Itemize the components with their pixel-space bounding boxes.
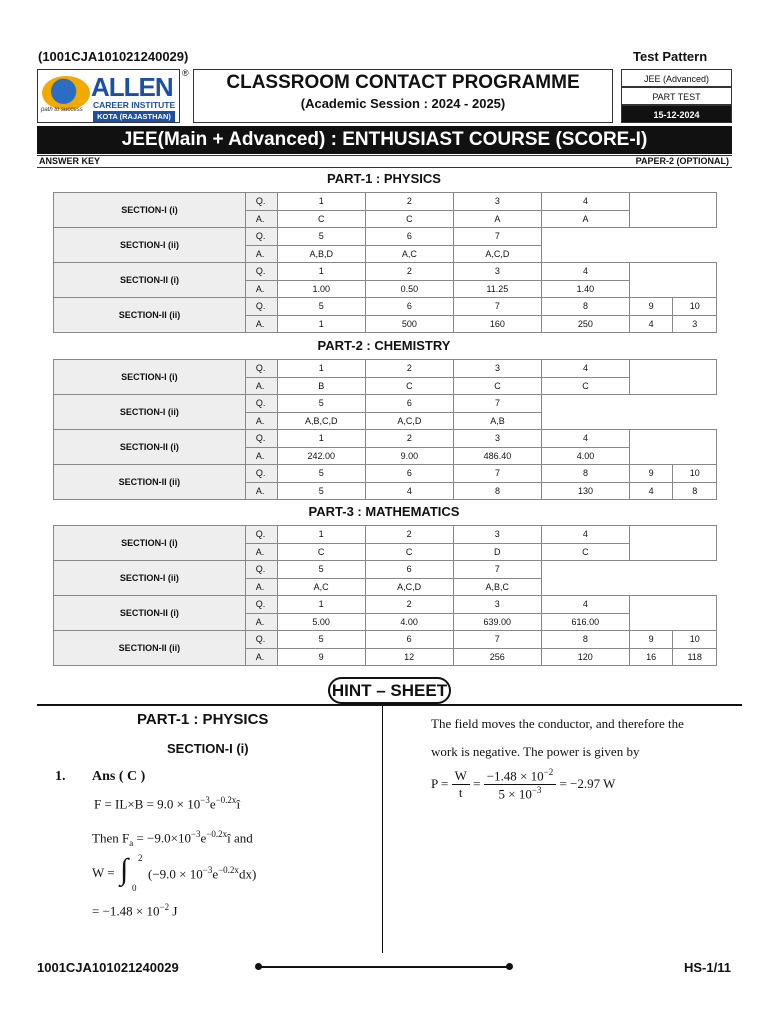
logo-brand: ALLEN	[91, 72, 173, 102]
question-cell: 5	[277, 631, 365, 649]
answer-cell: A,C	[365, 245, 453, 263]
section-label: SECTION-II (ii)	[54, 465, 246, 500]
hint-text-line-1: The field moves the conductor, and therefore the	[431, 716, 684, 731]
question-cell: 10	[673, 465, 717, 483]
question-cell: 4	[541, 526, 629, 544]
answer-cell: 486.40	[453, 447, 541, 465]
a-label: A.	[245, 280, 277, 298]
answer-cell: 5	[277, 482, 365, 500]
question-cell: 6	[365, 465, 453, 483]
answer-cell: 4.00	[365, 613, 453, 631]
question-cell: 1	[277, 360, 365, 378]
divider-vertical	[382, 705, 383, 953]
empty-cell	[629, 430, 716, 465]
answer-label: Ans ( C )	[92, 769, 146, 784]
question-cell: 6	[365, 298, 453, 316]
answer-cell: D	[453, 543, 541, 561]
question-cell: 5	[277, 298, 365, 316]
answer-cell: 1.00	[277, 280, 365, 298]
answer-cell: 4.00	[542, 447, 630, 465]
question-cell: 10	[673, 298, 717, 316]
question-cell: 8	[541, 298, 629, 316]
q-label: Q.	[245, 561, 277, 579]
question-cell: 5	[277, 465, 365, 483]
question-row	[54, 465, 717, 483]
question-cell: 3	[453, 430, 541, 448]
answer-cell: A	[541, 210, 629, 228]
globe-icon	[42, 76, 90, 110]
question-cell: 8	[542, 465, 630, 483]
section-label: SECTION-I (ii)	[54, 228, 246, 263]
section-label: SECTION-I (ii)	[54, 561, 246, 596]
question-row	[54, 526, 717, 544]
question-cell: 3	[453, 263, 541, 281]
empty-cell	[542, 395, 717, 430]
answer-key-table	[53, 525, 717, 666]
answer-cell: 0.50	[365, 280, 453, 298]
programme-title: CLASSROOM CONTACT PROGRAMME	[226, 72, 580, 93]
question-row	[54, 395, 717, 413]
answer-cell: 8	[673, 482, 717, 500]
footer-dot-right	[506, 963, 513, 970]
question-cell: 10	[673, 631, 717, 649]
q-label: Q.	[245, 263, 277, 281]
question-cell: 7	[453, 228, 541, 246]
question-cell: 7	[453, 465, 541, 483]
equation-applied-force: Then $F_a$ = $-9.0\times 10^{-3}e^{-0.2x}î$ and	[92, 829, 253, 848]
empty-cell	[629, 596, 716, 631]
question-cell: 2	[365, 263, 453, 281]
question-cell: 4	[542, 360, 630, 378]
section-label: SECTION-II (i)	[54, 596, 246, 631]
document-code: (1001CJA101021240029)	[38, 49, 189, 64]
empty-cell	[629, 360, 716, 395]
answer-cell: A	[453, 210, 541, 228]
section-label: SECTION-II (i)	[54, 430, 246, 465]
answer-cell: A,B,D	[277, 245, 365, 263]
answer-cell: C	[542, 377, 630, 395]
a-label: A.	[245, 482, 277, 500]
question-cell: 8	[541, 631, 629, 649]
part-title: PART-3 : MATHEMATICS	[308, 504, 460, 519]
footer-divider	[258, 966, 510, 968]
question-cell: 4	[541, 596, 629, 614]
answer-cell: A,C,D	[453, 245, 541, 263]
question-cell: 5	[277, 228, 365, 246]
question-cell: 1	[277, 596, 365, 614]
empty-cell	[629, 526, 716, 561]
section-label: SECTION-I (i)	[54, 360, 246, 395]
question-cell: 7	[453, 298, 541, 316]
answer-cell: C	[453, 377, 541, 395]
registered-mark: ®	[182, 68, 189, 78]
answer-cell: 4	[365, 482, 453, 500]
q-label: Q.	[245, 228, 277, 246]
hint-section-title: SECTION-I (i)	[167, 741, 249, 756]
question-cell: 1	[277, 193, 365, 211]
question-cell: 2	[365, 526, 453, 544]
equation-work-result: = $-1.48 \times 10^{-2}$ J	[92, 902, 178, 919]
logo-city: KOTA (RAJASTHAN)	[93, 111, 175, 122]
footer-dot-left	[255, 963, 262, 970]
answer-cell: 160	[453, 315, 541, 333]
answer-cell: 120	[541, 648, 629, 666]
section-label: SECTION-II (i)	[54, 263, 246, 298]
answer-cell: 1	[277, 315, 365, 333]
answer-cell: 3	[673, 315, 717, 333]
question-cell: 7	[453, 395, 541, 413]
question-cell: 9	[629, 465, 672, 483]
empty-cell	[541, 561, 716, 596]
question-row	[54, 263, 717, 281]
answer-cell: 5.00	[277, 613, 365, 631]
question-row	[54, 360, 717, 378]
exam-name: JEE (Advanced)	[621, 69, 732, 87]
question-cell: 5	[277, 395, 365, 413]
question-cell: 9	[629, 298, 672, 316]
answer-cell: 9	[277, 648, 365, 666]
footer-code: 1001CJA101021240029	[37, 960, 179, 975]
answer-key-table	[53, 192, 717, 333]
answer-cell: A,C,D	[365, 412, 453, 430]
q-label: Q.	[245, 596, 277, 614]
question-cell: 9	[629, 631, 673, 649]
answer-cell: 12	[365, 648, 453, 666]
question-cell: 5	[277, 561, 365, 579]
question-cell: 3	[453, 526, 541, 544]
equation-power: P = $\frac{W}{t}$ = $\frac{-1.48 \times 10^{-2}}{5 \times 10^{-3}}$ = −2.97 W	[431, 767, 616, 802]
empty-cell	[629, 193, 716, 228]
answer-cell: A,C,D	[365, 578, 453, 596]
section-label: SECTION-II (ii)	[54, 298, 246, 333]
answer-cell: 639.00	[453, 613, 541, 631]
answer-cell: C	[277, 210, 365, 228]
answer-cell: 8	[453, 482, 541, 500]
answer-cell: 1.40	[541, 280, 629, 298]
answer-cell: A,B,C,D	[277, 412, 365, 430]
paper-label: PAPER-2 (OPTIONAL)	[635, 156, 729, 166]
question-cell: 4	[541, 193, 629, 211]
question-cell: 3	[453, 193, 541, 211]
question-cell: 1	[277, 430, 365, 448]
programme-header	[193, 69, 613, 123]
answer-cell: A,B,C	[453, 578, 541, 596]
question-row	[54, 430, 717, 448]
answer-cell: A,B	[453, 412, 541, 430]
part-title: PART-1 : PHYSICS	[327, 171, 441, 186]
q-label: Q.	[245, 526, 277, 544]
question-cell: 3	[453, 596, 541, 614]
section-label: SECTION-I (ii)	[54, 395, 246, 430]
a-label: A.	[245, 245, 277, 263]
q-label: Q.	[245, 193, 277, 211]
a-label: A.	[245, 377, 277, 395]
question-row	[54, 228, 717, 246]
answer-cell: A,C	[277, 578, 365, 596]
empty-cell	[541, 228, 716, 263]
integral-sign: ∫	[120, 853, 129, 886]
answer-cell: 9.00	[365, 447, 453, 465]
section-label: SECTION-II (ii)	[54, 631, 246, 666]
answer-cell: 4	[629, 482, 672, 500]
a-label: A.	[245, 412, 277, 430]
question-row	[54, 298, 717, 316]
question-cell: 6	[365, 395, 453, 413]
question-cell: 3	[453, 360, 541, 378]
answer-cell: C	[365, 377, 453, 395]
question-row	[54, 193, 717, 211]
part-title: PART-2 : CHEMISTRY	[317, 338, 451, 353]
a-label: A.	[245, 648, 277, 666]
equation-force: $F = IL\times B = 9.0 \times 10^{-3}e^{-0.2x}î$	[94, 795, 241, 812]
divider-horizontal	[37, 704, 742, 706]
answer-cell: 4	[629, 315, 672, 333]
question-row	[54, 561, 717, 579]
section-label: SECTION-I (i)	[54, 526, 246, 561]
academic-session: (Academic Session : 2024 - 2025)	[300, 96, 506, 111]
question-cell: 7	[453, 631, 541, 649]
q-label: Q.	[245, 360, 277, 378]
a-label: A.	[245, 543, 277, 561]
test-type: PART TEST	[621, 87, 732, 105]
answer-cell: 616.00	[541, 613, 629, 631]
answer-cell: 256	[453, 648, 541, 666]
answer-key-table	[53, 359, 717, 500]
answer-cell: C	[365, 210, 453, 228]
answer-cell: 118	[673, 648, 717, 666]
answer-cell: C	[365, 543, 453, 561]
a-label: A.	[245, 613, 277, 631]
allen-logo	[37, 69, 180, 123]
course-banner: JEE(Main + Advanced) : ENTHUSIAST COURSE (SCORE-I)	[37, 126, 732, 154]
question-row	[54, 596, 717, 614]
q-label: Q.	[245, 430, 277, 448]
question-cell: 1	[277, 526, 365, 544]
question-cell: 2	[365, 430, 453, 448]
question-cell: 7	[453, 561, 541, 579]
answer-cell: B	[277, 377, 365, 395]
equation-work-integral: W = ∫ 2 0 $(-9.0 \times 10^{-3}e^{-0.2x}dx)$	[92, 853, 257, 893]
hint-sheet-title: HINT – SHEET	[328, 677, 451, 704]
q-label: Q.	[245, 631, 277, 649]
answer-cell: 500	[365, 315, 453, 333]
answer-cell: 11.25	[453, 280, 541, 298]
answer-cell: 16	[629, 648, 673, 666]
question-cell: 4	[541, 263, 629, 281]
question-number: 1.	[55, 769, 66, 784]
question-cell: 6	[365, 631, 453, 649]
a-label: A.	[245, 447, 277, 465]
page-number: HS-1/11	[684, 960, 731, 975]
logo-institute: CAREER INSTITUTE	[93, 100, 176, 110]
question-cell: 2	[365, 193, 453, 211]
question-cell: 6	[365, 228, 453, 246]
hint-part-title: PART-1 : PHYSICS	[137, 711, 269, 728]
test-info-box	[621, 69, 732, 123]
q-label: Q.	[245, 298, 277, 316]
answer-cell: C	[277, 543, 365, 561]
empty-cell	[629, 263, 716, 298]
q-label: Q.	[245, 395, 277, 413]
a-label: A.	[245, 210, 277, 228]
question-cell: 6	[365, 561, 453, 579]
answer-cell: 242.00	[277, 447, 365, 465]
question-cell: 2	[365, 360, 453, 378]
test-pattern-label: Test Pattern	[633, 49, 708, 64]
question-cell: 2	[365, 596, 453, 614]
answer-cell: 250	[541, 315, 629, 333]
answer-cell: C	[541, 543, 629, 561]
a-label: A.	[245, 578, 277, 596]
question-cell: 1	[277, 263, 365, 281]
answer-cell: 130	[542, 482, 630, 500]
hint-text-line-2: work is negative. The power is given by	[431, 744, 640, 759]
answer-key-label: ANSWER KEY	[39, 156, 101, 166]
logo-tagline: path to success	[41, 107, 83, 113]
q-label: Q.	[245, 465, 277, 483]
section-label: SECTION-I (i)	[54, 193, 246, 228]
test-date: 15-12-2024	[621, 105, 732, 123]
question-cell: 4	[542, 430, 630, 448]
question-row	[54, 631, 717, 649]
answer-key-bar	[37, 155, 732, 168]
a-label: A.	[245, 315, 277, 333]
